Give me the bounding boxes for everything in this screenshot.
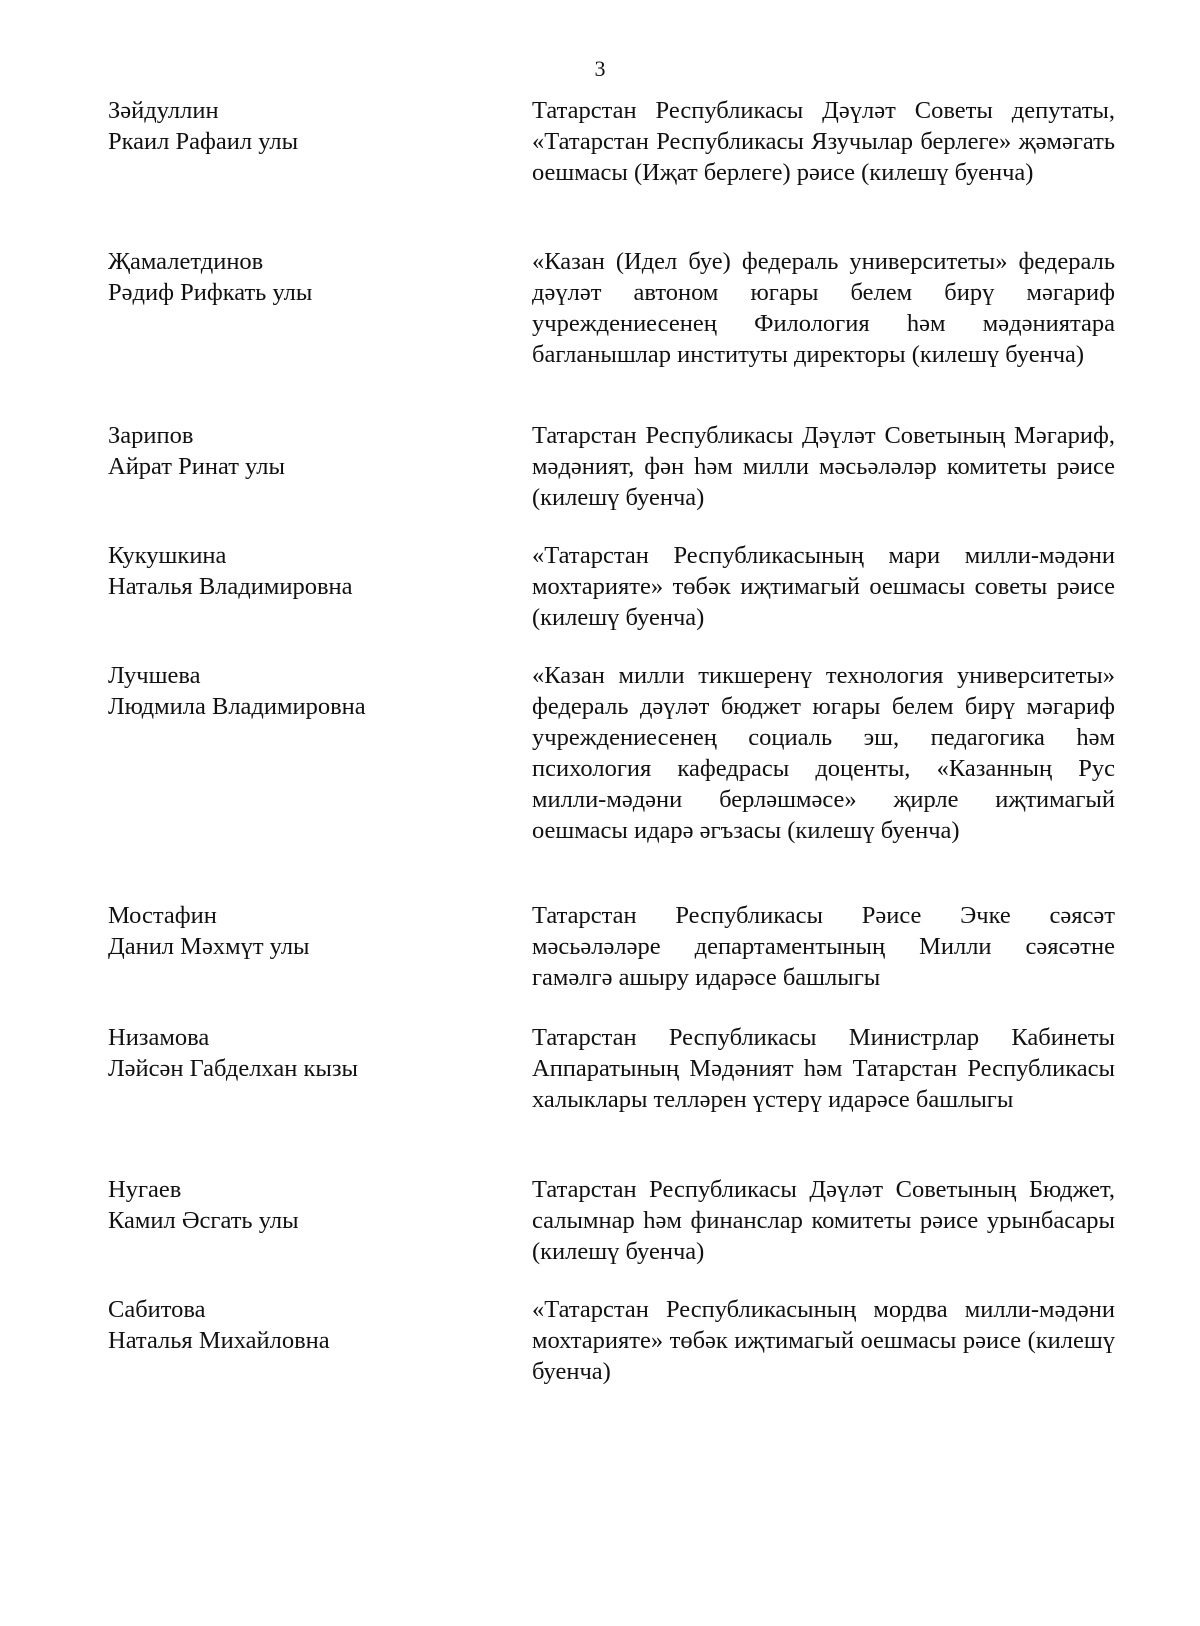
member-position: Татарстан Республикасы Министрлар Кабинеты Аппаратының Мәдәният һәм Татарстан Республикасы халыклары телләрен үстерү идарәсе башлыгы	[532, 1024, 1115, 1113]
member-given-name: Ләйсән Габделхан кызы	[108, 1055, 358, 1082]
member-surname: Кукушкина	[108, 542, 227, 569]
member-given-name: Ркаил Рафаил улы	[108, 128, 299, 155]
member-position: «Татарстан Республикасының мари милли-мәдәни мохтарияте» төбәк иҗтимагый оешмасы советы рәисе (килешү буенча)	[532, 542, 1115, 631]
member-name	[108, 1022, 488, 1084]
member-name	[108, 900, 488, 962]
member-surname: Зәйдуллин	[108, 97, 219, 124]
member-name	[108, 540, 488, 602]
member-name	[108, 660, 488, 722]
member-position: Татарстан Республикасы Дәүләт Советының Бюджет, салымнар һәм финанслар комитеты рәисе урынбасары (килешү буенча)	[532, 1176, 1115, 1265]
member-surname: Нугаев	[108, 1176, 182, 1203]
member-given-name: Айрат Ринат улы	[108, 453, 285, 480]
member-position: «Татарстан Республикасының мордва милли-мәдәни мохтарияте» төбәк иҗтимагый оешмасы рәисе (килешү буенча)	[532, 1296, 1115, 1385]
member-name	[108, 1174, 488, 1236]
member-name	[108, 95, 488, 157]
member-position: «Казан милли тикшеренү технология университеты» федераль дәүләт бюджет югары белем бирү мәгариф учреждениесенең социаль эш, педагогика һәм психология кафедрасы доценты, «Казанның Рус милли-мәдәни берләшмәсе» җирле иҗтимагый оешмасы идарә әгъзасы (килешү буенча)	[532, 662, 1115, 844]
member-surname: Сабитова	[108, 1296, 206, 1323]
member-name	[108, 420, 488, 482]
member-position: Татарстан Республикасы Дәүләт Советының Мәгариф, мәдәният, фән һәм милли мәсьәләләр комитеты рәисе (килешү буенча)	[532, 422, 1115, 511]
member-given-name: Рәдиф Рифкать улы	[108, 279, 313, 306]
member-given-name: Данил Мәхмүт улы	[108, 933, 310, 960]
member-given-name: Людмила Владимировна	[108, 693, 366, 720]
member-position: Татарстан Республикасы Рәисе Эчке сәясәт мәсьәләләре департаментының Милли сәясәтне гамәлгә ашыру идарәсе башлыгы	[532, 902, 1115, 991]
member-surname: Зарипов	[108, 422, 194, 449]
member-given-name: Наталья Владимировна	[108, 573, 353, 600]
member-surname: Низамова	[108, 1024, 210, 1051]
member-surname: Лучшева	[108, 662, 201, 689]
member-name	[108, 246, 488, 308]
member-position: «Казан (Идел буе) федераль университеты» федераль дәүләт автоном югары белем бирү мәгариф учреждениесенең Филология һәм мәдәниятара багланышлар институты директоры (килешү буенча)	[532, 248, 1115, 368]
member-surname: Мостафин	[108, 902, 217, 929]
member-position: Татарстан Республикасы Дәүләт Советы депутаты, «Татарстан Республикасы Язучылар берлеге» җәмәгать оешмасы (Иҗат берлеге) рәисе (килешү буенча)	[532, 97, 1115, 186]
member-given-name: Камил Әсгать улы	[108, 1207, 299, 1234]
page-number: 3	[594, 56, 606, 81]
member-given-name: Наталья Михайловна	[108, 1327, 330, 1354]
member-name	[108, 1294, 488, 1356]
member-surname: Җамалетдинов	[108, 248, 264, 275]
